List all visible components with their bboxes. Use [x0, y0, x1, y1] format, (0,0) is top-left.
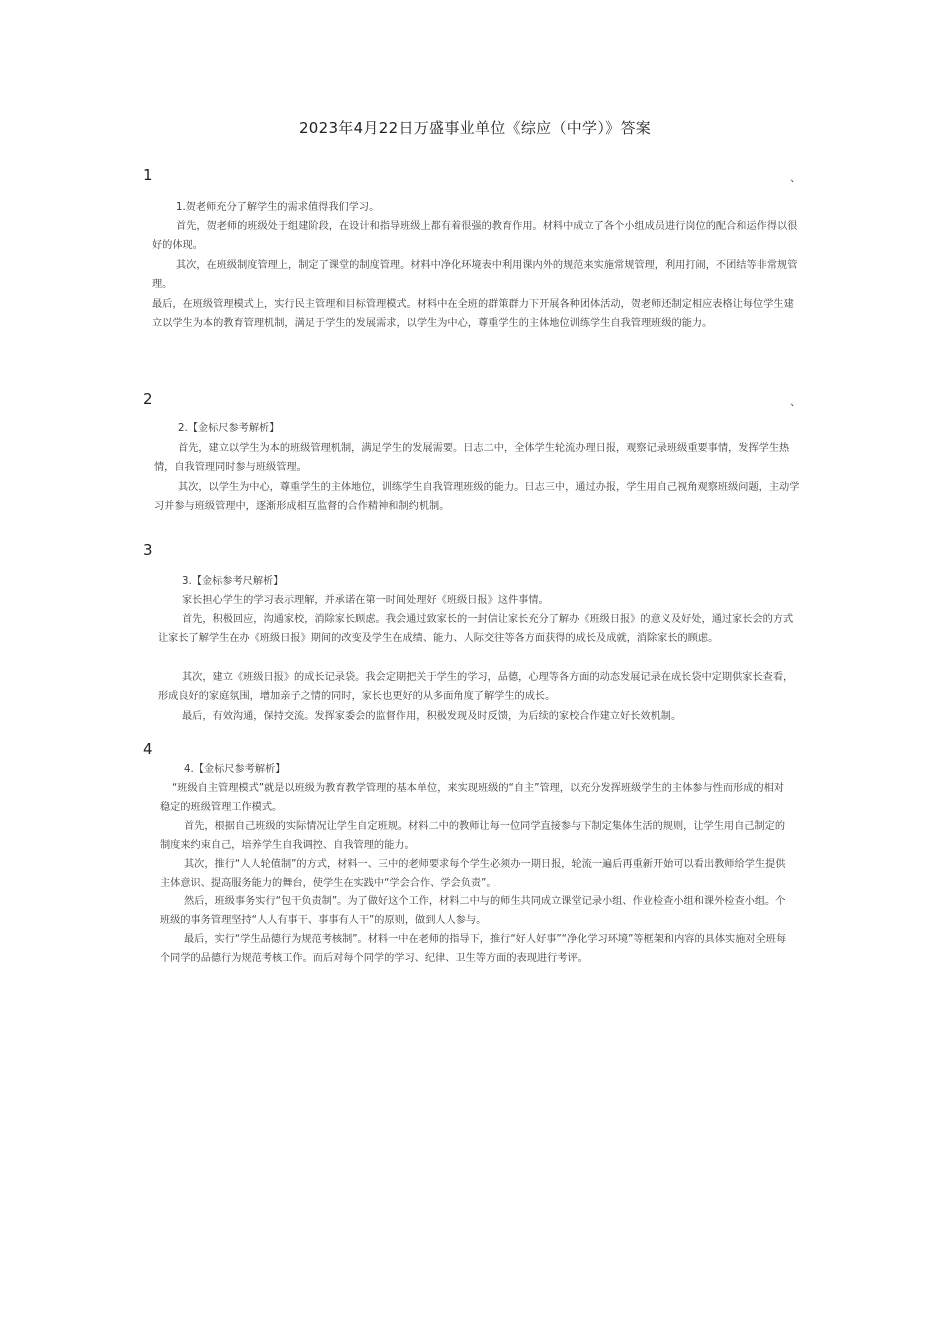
section-number: 2	[143, 390, 153, 408]
section-number: 3	[143, 541, 153, 559]
section-heading: 3.【金标参考尺解析】	[182, 576, 284, 587]
paragraph: 其次，推行“人人轮值制”的方式，材料一、三中的老师要求每个学生必须办一期日报，轮流一遍后再重新开始可以看出教师给学生提供主体意识、提高服务能力的舞台，使学生在实践中“学会合作、学会负责”。	[160, 859, 786, 889]
section-number: 1	[143, 166, 153, 184]
section-number: 4	[143, 740, 153, 758]
paragraph: 然后，班级事务实行“包干负责制”。为了做好这个工作，材料二中与的师生共同成立课堂记录小组、作业检查小组和课外检查小组。个班级的事务管理坚持“人人有事干、事事有人干”的原则，做到人人参与。	[160, 896, 786, 926]
page-title: 2023年4月22日万盛事业单位《综应（中学）》答案	[298, 119, 652, 137]
paragraph: 其次，以学生为中心，尊重学生的主体地位，训练学生自我管理班级的能力。日志三中，通过办报，学生用自己视角观察班级问题，主动学习并参与班级管理中，逐渐形成相互监督的合作精神和制约机制。	[154, 482, 800, 512]
paragraph: “班级自主管理模式”就是以班级为教育教学管理的基本单位，来实现班级的“自主”管理，以充分发挥班级学生的主体参与性而形成的相对稳定的班级管理工作模式。	[160, 783, 784, 813]
section-mark: 、	[790, 171, 801, 184]
paragraph: 首先，根据自己班级的实际情况让学生自定班规。材料二中的教师让每一位同学直接参与下制定集体生活的规则，让学生用自己制定的制度来约束自己，培养学生自我调控、自我管理的能力。	[160, 821, 786, 851]
paragraph: 最后，有效沟通，保持交流。发挥家委会的监督作用，积极发现及时反馈，为后续的家校合作建立好长效机制。	[182, 711, 682, 722]
paragraph: 最后，实行“学生品德行为规范考核制”。材料一中在老师的指导下，推行“好人好事”“净化学习环境”等框架和内容的具体实施对全班每个同学的品德行为规范考核工作。而后对每个同学的学习、纪律、卫生等方面的表现进行考评。	[160, 934, 787, 964]
paragraph: 其次，在班级制度管理上，制定了课堂的制度管理。材料中净化环境表中利用课内外的规范来实施常规管理，利用打闹，不团结等非常规管理。	[152, 260, 798, 290]
paragraph: 首先，建立以学生为本的班级管理机制，满足学生的发展需要。日志二中，全体学生轮流办理日报，观察记录班级重要事情，发挥学生热情，自我管理同时参与班级管理。	[154, 443, 790, 473]
paragraph: 其次，建立《班级日报》的成长记录袋。我会定期把关于学生的学习，品德，心理等各方面的动态发展记录在成长袋中定期供家长查看，形成良好的家庭氛围，增加亲子之情的同时，家长也更好的从多面角度了解学生的成长。	[158, 672, 794, 702]
paragraph: 最后，在班级管理模式上，实行民主管理和目标管理模式。材料中在全班的群策群力下开展各种团体活动，贺老师还制定相应表格让每位学生建立以学生为本的教育管理机制，满足于学生的发展需求，以学生为中心，尊重学生的主体地位训练学生自我管理班级的能力。	[152, 299, 794, 329]
paragraph: 家长担心学生的学习表示理解，并承诺在第一时间处理好《班级日报》这件事情。	[182, 595, 549, 606]
paragraph: 首先，贺老师的班级处于组建阶段，在设计和指导班级上都有着很强的教育作用。材料中成立了各个小组成员进行岗位的配合和运作得以很好的体现。	[152, 221, 798, 251]
section-heading: 2.【金标尺参考解析】	[178, 423, 280, 434]
section-heading: 4.【金标尺参考解析】	[184, 764, 286, 775]
paragraph: 首先，积极回应，沟通家校，消除家长顾虑。我会通过致家长的一封信让家长充分了解办《班级日报》的意义及好处，通过家长会的方式让家长了解学生在办《班级日报》期间的改变及学生在成绩、能力、人际交往等各方面获得的成长及成就，消除家长的顾虑。	[158, 614, 794, 644]
section-mark: 、	[790, 395, 801, 408]
section-heading: 1.贺老师充分了解学生的需求值得我们学习。	[176, 202, 380, 213]
